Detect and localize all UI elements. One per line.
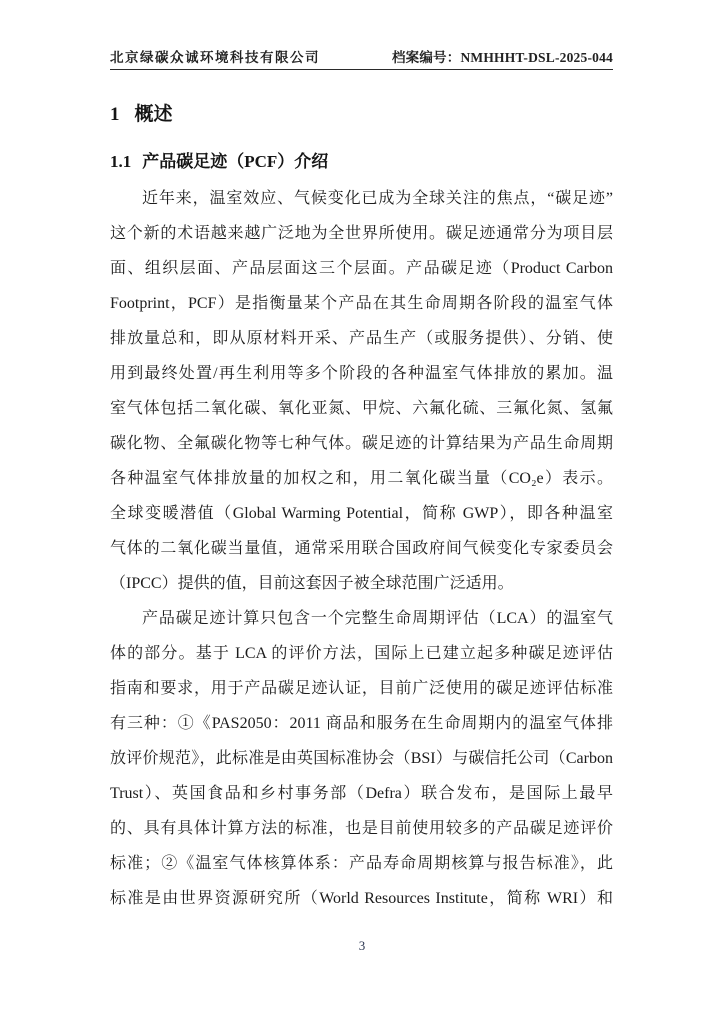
text-line: （IPCC）提供的值，目前这套因子被全球范围广泛适用。 bbox=[110, 575, 514, 592]
text-line: 近年来，温室效应、气候变化已成为全球关注的焦点，“碳足迹” bbox=[142, 190, 613, 207]
doc-number-label: 档案编号： bbox=[391, 50, 461, 65]
page-number: 3 bbox=[358, 938, 366, 953]
text-line: 碳化物、全氟碳化物等七种气体。碳足迹的计算结果为产品生命周期 bbox=[110, 435, 613, 452]
text-line: 面、组织层面、产品层面这三个层面。产品碳足迹（Product Carbon bbox=[110, 260, 613, 277]
subsection-heading bbox=[110, 147, 328, 172]
text-line: 标准是由世界资源研究所（World Resources Institute，简称 WRI）和 bbox=[110, 890, 613, 907]
text-line: 全球变暖潜值（Global Warming Potential，简称 GWP），即各种温室 bbox=[110, 505, 613, 522]
text-line: 排放量总和，即从原材料开采、产品生产（或服务提供）、分销、使 bbox=[110, 330, 613, 347]
text-line: 标准；②《温室气体核算体系：产品寿命周期核算与报告标准》，此 bbox=[110, 855, 613, 872]
text-line: 指南和要求，用于产品碳足迹认证，目前广泛使用的碳足迹评估标准 bbox=[110, 680, 613, 697]
section-title: 概述 bbox=[134, 104, 173, 125]
section-number: 1 bbox=[110, 104, 120, 125]
text-line: 体的部分。基于 LCA 的评价方法，国际上已建立起多种碳足迹评估 bbox=[110, 645, 613, 662]
company-name: 北京绿碳众诚环境科技有限公司 bbox=[110, 50, 320, 65]
text-line: 的、具有具体计算方法的标准，也是目前使用较多的产品碳足迹评价 bbox=[110, 820, 613, 837]
paragraph-1 bbox=[110, 181, 613, 601]
text-line: Trust）、英国食品和乡村事务部（Defra）联合发布，是国际上最早 bbox=[110, 785, 613, 802]
doc-number bbox=[392, 46, 613, 66]
doc-number-value: NMHHHT-DSL-2025-044 bbox=[460, 50, 613, 65]
text-line: 产品碳足迹计算只包含一个完整生命周期评估（LCA）的温室气 bbox=[142, 610, 613, 627]
text-line: 有三种：①《PAS2050：2011 商品和服务在生命周期内的温室气体排 bbox=[110, 715, 613, 732]
text-line: 放评价规范》，此标准是由英国标准协会（BSI）与碳信托公司（Carbon bbox=[110, 750, 613, 767]
paragraph-2 bbox=[110, 601, 613, 916]
text-line: 气体的二氧化碳当量值，通常采用联合国政府间气候变化专家委员会 bbox=[110, 540, 613, 557]
body-text bbox=[110, 181, 613, 916]
text-line: 用到最终处置/再生利用等多个阶段的各种温室气体排放的累加。温 bbox=[110, 365, 613, 382]
page-header bbox=[110, 46, 613, 66]
subsection-title: 产品碳足迹（PCF）介绍 bbox=[142, 152, 329, 171]
header-divider bbox=[110, 69, 613, 70]
text-line: 这个新的术语越来越广泛地为全世界所使用。碳足迹通常分为项目层 bbox=[110, 225, 613, 242]
text-line: Footprint，PCF）是指衡量某个产品在其生命周期各阶段的温室气体 bbox=[110, 295, 613, 312]
section-heading bbox=[110, 99, 173, 126]
text-line: 室气体包括二氧化碳、氧化亚氮、甲烷、六氟化硫、三氟化氮、氢氟 bbox=[110, 400, 613, 417]
text-line: 各种温室气体排放量的加权之和，用二氧化碳当量（CO₂e）表示。 bbox=[110, 470, 613, 487]
subsection-number: 1.1 bbox=[110, 152, 132, 171]
